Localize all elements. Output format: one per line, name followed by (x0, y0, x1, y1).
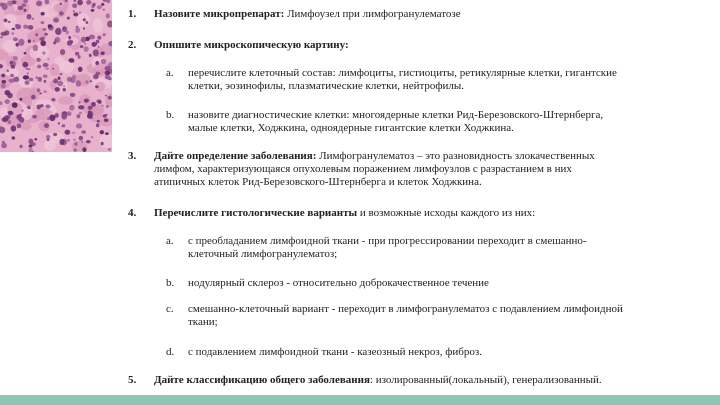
cell-nucleus (103, 114, 107, 118)
question-2 (128, 39, 708, 53)
cell-nucleus (7, 1, 13, 6)
cell-nucleus (81, 37, 87, 43)
cell-nucleus (60, 2, 63, 5)
cell-nucleus (106, 105, 109, 108)
cell-nucleus (101, 142, 104, 145)
cell-nucleus (36, 58, 41, 62)
cell-nucleus (40, 40, 46, 46)
cell-nucleus (108, 148, 111, 150)
cell-nucleus (76, 114, 80, 118)
cell-nucleus (28, 25, 34, 30)
cell-nucleus (12, 28, 15, 30)
cell-nucleus (75, 27, 80, 33)
cell-nucleus (76, 80, 81, 86)
sub-item-text: назовите диагностические клетки: многоядерные клетки Рид-Березовского-Штернберга, малые клетки, Ходжкина, одноядерные гигантские клетки Ходжкина. (188, 109, 604, 134)
cell-nucleus (12, 32, 15, 34)
sub-item-text: с преобладанием лимфоидной ткани - при прогрессировании переходит в смешанно- клеточный лимфогранулематоз; (188, 235, 587, 260)
cell-nucleus (84, 43, 86, 45)
cell-nucleus (4, 30, 9, 35)
cell-nucleus (13, 37, 18, 41)
cell-nucleus (78, 105, 84, 109)
cell-nucleus (73, 13, 78, 17)
cell-nucleus (67, 17, 70, 20)
cell-nucleus (43, 74, 48, 78)
sub-item-marker: b. (166, 277, 175, 289)
sub-item-text: перечислите клеточный состав: лимфоциты, гистиоциты, ретикулярные клетки, гигантские клетки, эозинофилы, плазматические клетки, нейтрофилы. (188, 67, 617, 92)
cell-nucleus (86, 39, 88, 41)
cell-nucleus (79, 136, 83, 141)
cell-nucleus (95, 43, 97, 46)
histology-micrograph (0, 0, 112, 152)
cell-nucleus (93, 49, 99, 56)
cell-nucleus (23, 75, 29, 79)
cell-nucleus (24, 9, 27, 12)
cell-nucleus (61, 114, 67, 120)
cell-nucleus (22, 3, 26, 6)
cell-nucleus (1, 143, 7, 148)
cell-nucleus (97, 5, 102, 9)
slide-footer-bar (0, 395, 720, 405)
cell-nucleus (103, 9, 105, 11)
cell-nucleus (91, 136, 94, 138)
cell-nucleus (1, 83, 6, 88)
cell-nucleus (62, 124, 66, 127)
cell-nucleus (36, 76, 38, 78)
cell-nucleus (91, 9, 95, 12)
question-5 (128, 374, 708, 388)
cell-nucleus (40, 104, 44, 107)
question-1 (128, 8, 708, 22)
question-text: Дайте классификацию общего заболевания: изолированный(локальный), генерализованный. (154, 374, 602, 386)
cell-nucleus (12, 102, 18, 108)
cell-nucleus (96, 86, 99, 89)
cell-nucleus (67, 77, 72, 82)
cell-nucleus (10, 74, 14, 77)
cell-nucleus (78, 67, 83, 72)
question-number: 1. (128, 8, 137, 20)
cell-nucleus (105, 66, 111, 71)
cell-nucleus (8, 120, 12, 124)
cell-nucleus (28, 39, 31, 43)
cell-nucleus (22, 62, 28, 68)
cell-nucleus (47, 117, 50, 120)
cell-nucleus (73, 10, 75, 12)
sub-item-2b (166, 109, 714, 137)
cell-nucleus (53, 133, 57, 136)
cell-nucleus (97, 120, 100, 123)
question-number: 4. (128, 207, 137, 219)
cell-nucleus (84, 99, 88, 103)
cell-nucleus (26, 68, 28, 70)
sub-item-marker: a. (166, 235, 174, 247)
cell-nucleus (91, 5, 94, 8)
cell-nucleus (88, 111, 92, 115)
cell-nucleus (47, 58, 49, 60)
question-text: Перечислите гистологические варианты и возможные исходы каждого из них: (154, 207, 536, 219)
cell-nucleus (34, 138, 37, 140)
question-heading: Перечислите гистологические варианты (154, 207, 358, 219)
question-heading: Дайте определение заболевания: (154, 150, 317, 162)
cell-nucleus (84, 46, 89, 52)
question-number: 3. (128, 150, 137, 162)
cytoplasm-blob (20, 122, 32, 130)
cell-nucleus (91, 117, 93, 119)
cell-nucleus (32, 115, 37, 119)
cell-nucleus (86, 0, 91, 5)
cell-nucleus (108, 96, 112, 100)
sub-item-text: нодулярный склероз - относительно доброкачественное течение (188, 277, 489, 289)
cell-nucleus (27, 105, 31, 108)
cell-nucleus (96, 99, 101, 103)
cell-nucleus (59, 139, 64, 145)
cell-nucleus (52, 68, 54, 70)
question-heading: Опишите микроскопическую картину: (154, 39, 349, 51)
cell-nucleus (2, 3, 8, 10)
micrograph-cells (0, 0, 112, 152)
cytoplasm-blob (93, 18, 103, 33)
cell-nucleus (81, 130, 86, 133)
cell-nucleus (44, 33, 47, 36)
cell-nucleus (72, 132, 75, 134)
cytoplasm-blob (30, 45, 50, 60)
cell-nucleus (81, 140, 83, 142)
cell-nucleus (63, 85, 65, 87)
cell-nucleus (104, 118, 109, 122)
cell-nucleus (37, 88, 41, 92)
cell-nucleus (13, 56, 18, 61)
cell-nucleus (21, 110, 23, 112)
question-4 (128, 207, 708, 221)
cell-nucleus (63, 27, 65, 29)
cell-nucleus (100, 130, 104, 134)
question-text (154, 8, 461, 21)
cell-nucleus (47, 139, 50, 141)
cell-nucleus (105, 75, 111, 79)
cell-nucleus (37, 65, 41, 69)
cell-nucleus (5, 99, 10, 104)
cell-nucleus (32, 18, 35, 20)
cell-nucleus (18, 118, 22, 121)
cell-nucleus (43, 63, 49, 67)
cell-nucleus (31, 95, 36, 100)
cell-nucleus (41, 21, 45, 24)
sub-item-marker: b. (166, 109, 175, 121)
cell-nucleus (66, 31, 70, 35)
cell-nucleus (67, 40, 72, 46)
cell-nucleus (29, 144, 33, 147)
cell-nucleus (101, 3, 104, 6)
cell-nucleus (96, 72, 101, 75)
sub-item-4d (166, 346, 714, 360)
cell-nucleus (101, 59, 107, 64)
sub-item-4b (166, 277, 714, 291)
sub-item-4a (166, 235, 714, 263)
cell-nucleus (79, 101, 81, 104)
question-3 (128, 150, 708, 190)
cell-nucleus (55, 87, 60, 92)
cell-nucleus (44, 80, 47, 83)
cytoplasm-blob (3, 40, 17, 53)
cell-nucleus (41, 12, 45, 16)
cell-nucleus (42, 51, 45, 54)
cell-nucleus (1, 74, 5, 78)
cell-nucleus (18, 39, 24, 46)
cell-nucleus (67, 139, 70, 142)
cell-nucleus (9, 79, 15, 83)
sub-item-2a (166, 67, 714, 95)
cell-nucleus (29, 78, 34, 81)
cell-nucleus (98, 46, 100, 48)
cell-nucleus (72, 3, 77, 8)
cell-nucleus (2, 80, 7, 83)
cell-nucleus (78, 55, 81, 59)
cell-nucleus (73, 149, 76, 152)
cell-nucleus (44, 123, 49, 128)
cell-nucleus (43, 90, 47, 93)
cell-nucleus (45, 105, 50, 109)
cell-nucleus (52, 80, 55, 83)
cell-nucleus (43, 28, 47, 31)
cell-nucleus (27, 14, 32, 20)
cell-nucleus (57, 81, 63, 87)
cell-nucleus (89, 54, 92, 57)
cell-nucleus (49, 115, 55, 121)
cell-nucleus (73, 139, 75, 141)
cytoplasm-blob (58, 96, 73, 105)
cell-nucleus (65, 130, 71, 135)
cell-nucleus (75, 52, 79, 56)
cell-nucleus (74, 142, 77, 146)
cell-nucleus (82, 147, 86, 152)
cell-nucleus (70, 93, 76, 97)
cell-nucleus (69, 58, 74, 63)
cell-nucleus (60, 49, 65, 55)
cell-nucleus (59, 11, 64, 15)
cell-nucleus (19, 98, 22, 101)
cell-nucleus (55, 115, 58, 118)
cell-nucleus (79, 112, 82, 115)
cell-nucleus (55, 28, 61, 35)
cell-nucleus (12, 136, 16, 139)
cell-nucleus (80, 45, 84, 48)
cytoplasm-blob (50, 63, 60, 76)
cell-nucleus (15, 24, 21, 29)
sub-item-4c (166, 303, 714, 331)
cell-nucleus (91, 102, 96, 107)
cell-nucleus (8, 111, 13, 115)
cell-nucleus (38, 77, 42, 82)
cell-nucleus (6, 69, 9, 72)
cell-nucleus (24, 52, 27, 54)
cell-nucleus (62, 88, 66, 92)
cell-nucleus (86, 21, 89, 24)
cell-nucleus (90, 80, 93, 82)
cell-nucleus (33, 44, 39, 51)
sub-item-text: смешанно-клеточный вариант - переходит в лимфогранулематоз с подавлением лимфоидной ткани; (188, 303, 623, 328)
cell-nucleus (5, 90, 11, 95)
cell-nucleus (89, 35, 95, 40)
cell-nucleus (79, 11, 81, 14)
cell-nucleus (36, 1, 42, 7)
question-text: Дайте определение заболевания: Лимфогранулематоз – это разновидность злокачественных лимфом, характеризующаяся опухолевым поражением лимфоузлов с разрастанием в них атипичных клеток Рид-Березовского-Штернберга и клеток Ходжкина. (154, 150, 595, 188)
question-heading: Назовите микропрепарат: (154, 8, 285, 20)
cell-nucleus (11, 65, 15, 69)
cell-nucleus (97, 36, 101, 40)
cell-nucleus (53, 42, 56, 45)
cell-nucleus (101, 52, 105, 55)
cell-nucleus (17, 124, 22, 129)
sub-item-marker: d. (166, 346, 175, 358)
cell-nucleus (33, 40, 35, 42)
question-number: 5. (128, 374, 137, 386)
cell-nucleus (0, 36, 3, 38)
sub-item-text: с подавлением лимфоидной ткани - казеозный некроз, фиброз. (188, 346, 482, 358)
cell-nucleus (67, 111, 72, 116)
question-answer: Лимфоузел при лимфогранулематозе (284, 8, 461, 20)
cell-nucleus (48, 25, 54, 31)
cell-nucleus (11, 125, 17, 131)
cell-nucleus (68, 36, 71, 40)
cell-nucleus (69, 105, 74, 111)
cell-nucleus (3, 115, 9, 120)
cell-nucleus (106, 14, 110, 19)
cell-nucleus (51, 98, 55, 101)
cell-nucleus (4, 19, 8, 23)
cell-nucleus (39, 92, 41, 94)
question-heading: Дайте классификацию общего заболевания (154, 374, 370, 386)
cell-nucleus (83, 18, 86, 21)
cell-nucleus (8, 21, 11, 23)
cell-nucleus (83, 27, 85, 29)
cell-nucleus (105, 71, 110, 76)
cell-nucleus (53, 18, 59, 23)
cell-nucleus (25, 80, 30, 85)
cell-nucleus (29, 139, 34, 145)
sub-item-marker: c. (166, 303, 174, 315)
cell-nucleus (35, 33, 38, 36)
cell-nucleus (88, 106, 93, 110)
cell-nucleus (105, 95, 107, 97)
cell-nucleus (96, 123, 100, 127)
cell-nucleus (85, 80, 88, 83)
cell-nucleus (58, 122, 60, 124)
cell-nucleus (58, 77, 61, 80)
cell-nucleus (95, 61, 99, 65)
question-number: 2. (128, 39, 137, 51)
cell-nucleus (105, 132, 109, 135)
cell-nucleus (23, 25, 28, 29)
cell-nucleus (16, 43, 19, 47)
cell-nucleus (103, 33, 106, 36)
cell-nucleus (46, 135, 50, 139)
cell-nucleus (45, 67, 49, 70)
cell-nucleus (76, 123, 82, 128)
sub-item-marker: a. (166, 67, 174, 79)
cell-nucleus (59, 73, 62, 75)
cell-nucleus (20, 145, 23, 149)
cell-nucleus (27, 73, 29, 75)
cell-nucleus (101, 105, 103, 107)
cell-nucleus (86, 140, 91, 143)
